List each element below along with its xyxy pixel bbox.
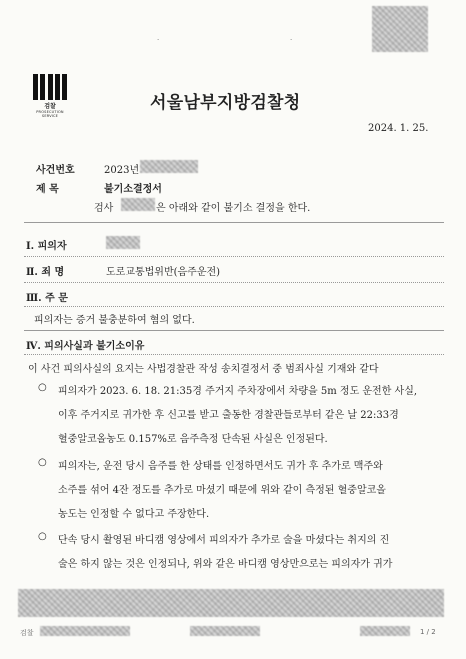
bullet1-line: 혈중알코올농도 0.157%로 음주측정 단속된 사실은 인정된다. [58, 434, 328, 445]
redacted-footer-block [18, 589, 444, 617]
redacted-barcode [372, 6, 428, 52]
logo-bars-icon [33, 74, 67, 100]
redacted-footer-left [40, 626, 130, 636]
bullet3-line: 술은 하지 않는 것은 인정되나, 위와 같은 바디캠 영상만으로는 피의자가 귀가 [58, 559, 393, 570]
disposition-text: 피의자는 증거 불충분하여 혐의 없다. [34, 315, 195, 326]
prosecution-logo [30, 74, 74, 120]
divider [24, 222, 444, 223]
tiny-mark: · [157, 36, 160, 44]
facts-label: Ⅳ. 피의사실과 불기소이유 [26, 341, 145, 352]
document-date: 2024. 1. 25. [368, 123, 429, 134]
bullet3-line: 단속 당시 촬영된 바디캠 영상에서 피의자가 추가로 술을 마셨다는 취지의 진 [58, 535, 390, 546]
office-title: 서울남부지방검찰청 [150, 93, 301, 113]
bullet2-line: 농도는 인정할 수 없다고 주장한다. [58, 509, 210, 520]
redacted-suspect-name [106, 236, 140, 249]
footer-left-label: 검찰 [20, 629, 34, 637]
redacted-case-number [140, 160, 198, 173]
redacted-footer-middle [190, 626, 260, 636]
bullet-mark: ○ [38, 382, 47, 393]
redacted-footer-right [360, 626, 410, 636]
decision-sentence: 은 아래와 같이 불기소 결정을 한다. [156, 203, 311, 214]
divider [24, 306, 444, 307]
bullet2-line: 피의자는, 운전 당시 음주를 한 상태를 인정하면서도 귀가 후 추가로 맥주와 [58, 461, 383, 472]
bullet1-line: 피의자가 2023. 6. 18. 21:35경 주거지 주차장에서 차량을 5m 정도 운전한 사실, [58, 386, 418, 397]
bullet-mark: ○ [38, 531, 47, 542]
redacted-prosecutor-name [121, 198, 155, 211]
charge-label: Ⅱ. 죄 명 [26, 267, 65, 278]
charge-value: 도로교통법위반(음주운전) [106, 267, 221, 278]
subject-label: 제 목 [36, 184, 59, 195]
bullet-mark: ○ [38, 457, 47, 468]
disposition-label: Ⅲ. 주 문 [26, 293, 68, 304]
bullet2-line: 소주를 섞어 4잔 정도를 추가로 마셨기 때문에 위와 같이 측정된 혈중알코올 [58, 485, 386, 496]
tiny-mark: · [290, 36, 293, 44]
case-number-year: 2023년 [104, 165, 140, 176]
bullet1-line: 이후 주거지로 귀가한 후 신고를 받고 출동한 경찰관들로부터 같은 날 22:33경 [58, 410, 399, 421]
divider [24, 282, 444, 283]
divider [24, 354, 444, 355]
logo-english-text: PROSECUTION SERVICE [36, 110, 64, 118]
facts-intro: 이 사건 피의사실의 요지는 사법경찰관 작성 송치결정서 중 범죄사실 기재와 같다 [28, 364, 379, 375]
page-number: 1 / 2 [420, 628, 436, 636]
logo-korean-text: 검찰 [44, 103, 56, 110]
subject-value: 불기소결정서 [104, 184, 162, 195]
divider [24, 256, 444, 257]
prosecutor-prefix: 검사 [94, 203, 114, 214]
divider [24, 330, 444, 331]
case-number-label: 사건번호 [36, 165, 75, 176]
suspect-label: Ⅰ. 피의자 [26, 241, 67, 252]
